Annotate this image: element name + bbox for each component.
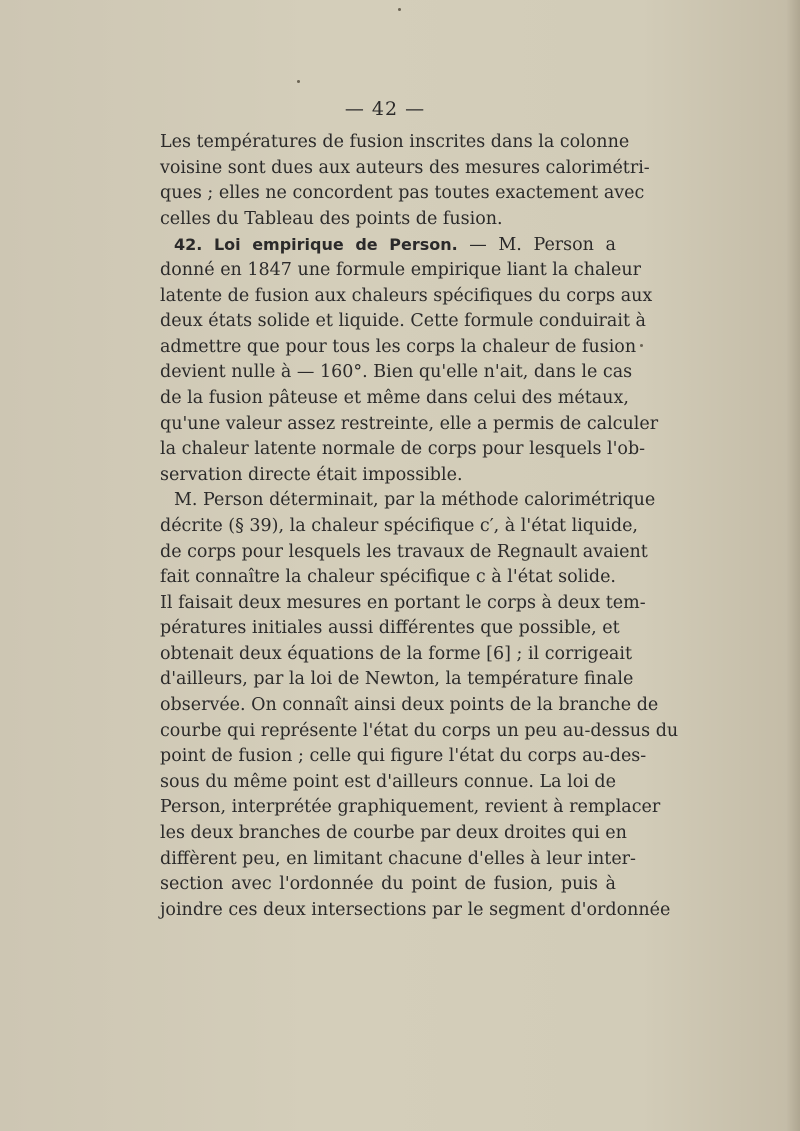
text-line: Il faisait deux mesures en portant le corps à deux tem- — [160, 592, 646, 613]
text-line: devient nulle à — 160°. Bien qu'elle n'ait, dans le cas — [160, 362, 633, 383]
text-line: pératures initiales aussi différentes que possible, et — [160, 618, 620, 639]
text-line: donné en 1847 une formule empirique liant la chaleur — [160, 259, 641, 280]
text-line: voisine sont dues aux auteurs des mesures calorimétri- — [160, 157, 650, 178]
text-line: la chaleur latente normale de corps pour lesquels l'ob- — [160, 439, 646, 460]
text-line: observée. On connaît ainsi deux points de la branche de — [160, 695, 659, 716]
text-line: diffèrent peu, en limitant chacune d'elles à leur inter- — [160, 848, 636, 869]
text-line: celles du Tableau des points de fusion. — [160, 208, 503, 229]
page-edge-shadow — [786, 0, 800, 1131]
body-text — [160, 130, 679, 923]
text-line: admettre que pour tous les corps la chaleur de fusion — [160, 336, 637, 357]
text-line: Les températures de fusion inscrites dans la colonne — [160, 132, 630, 152]
text-line: obtenait deux équations de la forme [6] ; il corrigeait — [160, 643, 632, 664]
page-number: — 42 — — [344, 98, 426, 120]
section-heading-line — [160, 232, 616, 258]
text-line: point de fusion ; celle qui figure l'état du corps au-des- — [160, 746, 647, 767]
text-line: sous du même point est d'ailleurs connue. La loi de — [160, 771, 616, 792]
text-line: qu'une valeur assez restreinte, elle a permis de calculer — [160, 413, 659, 434]
text-line: servation directe était impossible. — [160, 464, 463, 485]
section-first-line: — M. Person a — [469, 235, 616, 256]
text-line: de la fusion pâteuse et même dans celui des métaux, — [160, 387, 629, 408]
text-line: d'ailleurs, par la loi de Newton, la température finale — [160, 669, 634, 690]
paper-speck — [297, 80, 300, 83]
paper-speck — [640, 344, 643, 347]
text-line: joindre ces deux intersections par le segment d'ordonnée — [160, 899, 671, 920]
text-line: courbe qui représente l'état du corps un peu au-dessus du — [160, 720, 679, 741]
paper-speck — [398, 8, 401, 11]
text-line: de corps pour lesquels les travaux de Regnault avaient — [160, 541, 648, 562]
text-line: les deux branches de courbe par deux droites qui en — [160, 823, 627, 844]
section-number: 42. — [174, 235, 203, 255]
text-line: deux états solide et liquide. Cette formule conduirait à — [160, 311, 646, 332]
text-line: ques ; elles ne concordent pas toutes exactement avec — [160, 183, 645, 204]
text-line: Person, interprétée graphiquement, revient à remplacer — [160, 797, 661, 818]
section-title: Loi empirique de Person. — [213, 235, 458, 255]
text-line: M. Person déterminait, par la méthode calorimétrique — [174, 490, 656, 511]
text-line: décrite (§ 39), la chaleur spécifique c′, à l'état liquide, — [160, 515, 638, 536]
text-line: section avec l'ordonnée du point de fusion, puis à — [160, 874, 616, 895]
text-line: fait connaître la chaleur spécifique c à l'état solide. — [160, 567, 616, 588]
text-line: latente de fusion aux chaleurs spécifiques du corps aux — [160, 285, 653, 306]
